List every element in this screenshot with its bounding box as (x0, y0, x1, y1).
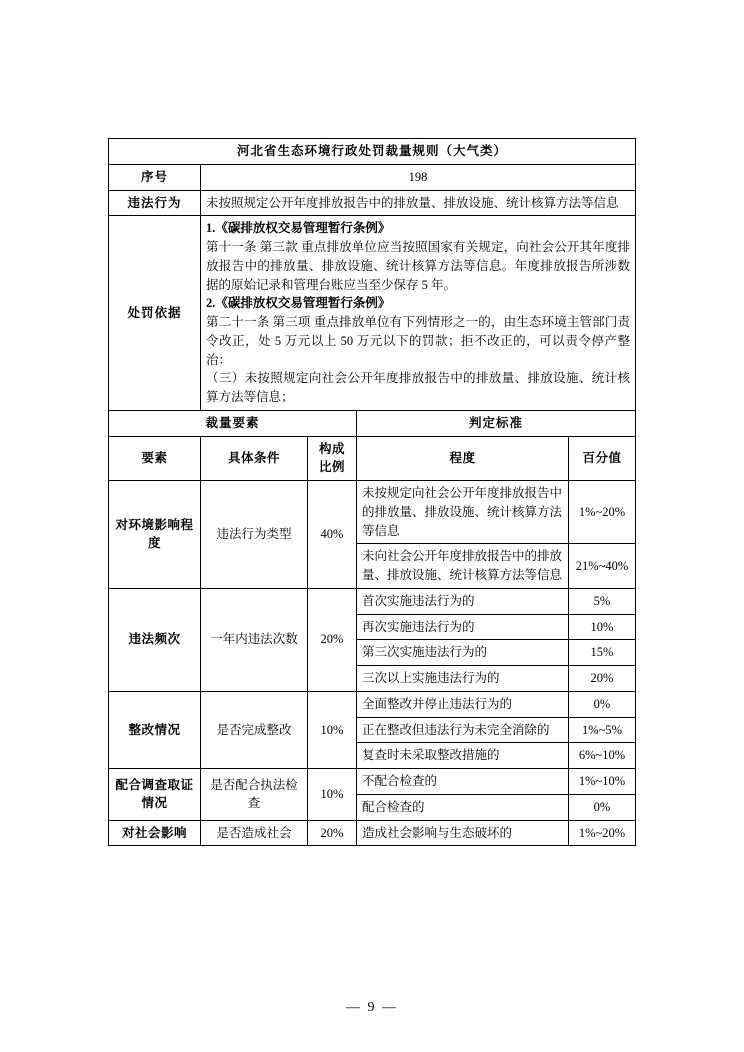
criteria-percent: 10% (569, 614, 636, 640)
table-row-violation (109, 190, 636, 216)
basis-paragraph-3: 2.《碳排放权交易管理暂行条例》 (206, 296, 391, 311)
table-row (109, 820, 636, 846)
criteria-percent: 1%~20% (569, 820, 636, 846)
column-header-condition: 具体条件 (201, 436, 308, 481)
criteria-percent: 20% (569, 666, 636, 692)
basis-paragraph-5: （三）未按照规定向社会公开年度排放报告中的排放量、排放设施、统计核算方法等信息； (206, 371, 630, 404)
section-header-criteria: 判定标准 (357, 410, 636, 436)
criteria-percent: 5% (569, 588, 636, 614)
factor-name: 配合调查取证情况 (109, 769, 201, 821)
criteria-percent: 6%~10% (569, 743, 636, 769)
table-row (109, 588, 636, 614)
criteria-degree: 复查时未采取整改措施的 (357, 743, 569, 769)
value-penalty-basis (201, 216, 636, 411)
criteria-degree: 再次实施违法行为的 (357, 614, 569, 640)
penalty-discretion-table (108, 138, 636, 846)
factor-condition: 一年内违法次数 (201, 588, 308, 691)
factor-ratio: 10% (308, 769, 357, 821)
factor-name: 违法频次 (109, 588, 201, 691)
criteria-percent: 1%~10% (569, 769, 636, 795)
table-row (109, 769, 636, 795)
criteria-percent: 0% (569, 691, 636, 717)
factor-ratio: 20% (308, 588, 357, 691)
column-header-ratio: 构成比例 (308, 436, 357, 481)
criteria-percent: 0% (569, 794, 636, 820)
criteria-degree: 三次以上实施违法行为的 (357, 666, 569, 692)
factor-condition: 是否完成整改 (201, 691, 308, 768)
page-title: 河北省生态环境行政处罚裁量规则（大气类） (109, 139, 636, 165)
factor-condition: 是否造成社会 (201, 820, 308, 846)
criteria-degree: 首次实施违法行为的 (357, 588, 569, 614)
criteria-degree: 不配合检查的 (357, 769, 569, 795)
criteria-degree: 第三次实施违法行为的 (357, 640, 569, 666)
factor-condition: 是否配合执法检查 (201, 769, 308, 821)
basis-paragraph-4: 第二十一条 第三项 重点排放单位有下列情形之一的，由生态环境主管部门责令改正，处 5 万元以上 50 万元以下的罚款；拒不改正的，可以责令停产整治： (206, 315, 630, 367)
factor-name: 对环境影响程度 (109, 481, 201, 589)
column-header-degree: 程度 (357, 436, 569, 481)
criteria-percent: 21%~40% (569, 544, 636, 589)
criteria-degree: 未按规定向社会公开年度排放报告中的排放量、排放设施、统计核算方法等信息 (357, 481, 569, 544)
table-row (109, 691, 636, 717)
basis-paragraph-1: 1.《碳排放权交易管理暂行条例》 (206, 221, 391, 236)
factor-ratio: 40% (308, 481, 357, 589)
factor-condition: 违法行为类型 (201, 481, 308, 589)
table-row-basis (109, 216, 636, 411)
factor-ratio: 20% (308, 820, 357, 846)
column-header-percent: 百分值 (569, 436, 636, 481)
value-sequence: 198 (201, 164, 636, 190)
table-row (109, 481, 636, 544)
column-header-factor: 要素 (109, 436, 201, 481)
label-sequence: 序号 (109, 164, 201, 190)
table-row-sequence (109, 164, 636, 190)
criteria-degree: 造成社会影响与生态破坏的 (357, 820, 569, 846)
label-penalty-basis: 处罚依据 (109, 216, 201, 411)
criteria-percent: 15% (569, 640, 636, 666)
table-row-column-headers (109, 436, 636, 481)
table-title-row (109, 139, 636, 165)
factor-name: 整改情况 (109, 691, 201, 768)
factor-name: 对社会影响 (109, 820, 201, 846)
value-violation: 未按照规定公开年度排放报告中的排放量、排放设施、统计核算方法等信息 (201, 190, 636, 216)
factor-ratio: 10% (308, 691, 357, 768)
basis-paragraph-2: 第十一条 第三款 重点排放单位应当按照国家有关规定，向社会公开其年度排放报告中的排放量、排放设施、统计核算方法等信息。年度排放报告所涉数据的原始记录和管理台账应当至少保存 5 年。 (206, 240, 630, 292)
criteria-percent: 1%~20% (569, 481, 636, 544)
criteria-percent: 1%~5% (569, 717, 636, 743)
table-row-section-headers (109, 410, 636, 436)
criteria-degree: 配合检查的 (357, 794, 569, 820)
criteria-degree: 全面整改并停止违法行为的 (357, 691, 569, 717)
criteria-degree: 未向社会公开年度排放报告中的排放量、排放设施、统计核算方法等信息 (357, 544, 569, 589)
section-header-factors: 裁量要素 (109, 410, 357, 436)
label-violation: 违法行为 (109, 190, 201, 216)
page-number: — 9 — (346, 1000, 398, 1015)
criteria-degree: 正在整改但违法行为未完全消除的 (357, 717, 569, 743)
